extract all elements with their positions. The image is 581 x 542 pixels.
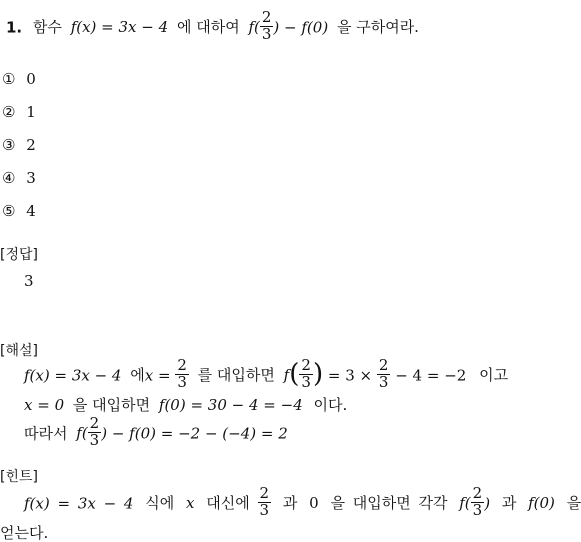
choice-mark: ④ [2, 169, 16, 187]
question-expr-pre: f( [248, 18, 260, 37]
question-suffix: 을 구하여라. [336, 18, 419, 37]
explanation-line-3: 따라서 f( $\frac{2}{3}$ ) − f(0) = −2 − (−4) = 2 [24, 414, 288, 449]
hint-line-2: 얻는다. [0, 524, 49, 542]
choice-value: 4 [26, 202, 36, 220]
choice-value: 1 [26, 103, 36, 121]
hint-heading: [힌트] [0, 469, 38, 485]
question-number: 1. [6, 18, 23, 37]
choice-value: 0 [26, 70, 36, 88]
question-line [6, 8, 419, 45]
choice-1[interactable] [2, 72, 36, 87]
question-fraction: $\frac{2}{3}$ [261, 8, 272, 43]
explanation-line-1: f(x) = 3x − 4 에x = $\frac{2}{3}$ 를 대입하면 f( $\frac{2}{3}$ ) = 3 × $\frac{2}{3}$ − 4 = −2 이고 [24, 356, 509, 391]
choice-4[interactable] [2, 171, 36, 186]
choice-5[interactable] [2, 204, 36, 219]
choice-mark: ② [2, 103, 16, 121]
choice-3[interactable] [2, 138, 36, 153]
question-middle: 에 대하여 [176, 18, 240, 37]
hint-line-1: f(x) = 3x − 4 식에 x 대신에 $\frac{2}{3}$ 과 0 을 대입하면 각각 f( $\frac{2}{3}$ ) 과 f(0) 을 [24, 484, 581, 519]
answer-value: 3 [24, 272, 34, 290]
choice-2[interactable] [2, 105, 36, 120]
choice-value: 3 [26, 169, 36, 187]
explanation-line-2: x = 0 을 대입하면 f(0) = 30 − 4 = −4 이다. [24, 396, 348, 414]
explanation-heading: [해설] [0, 343, 38, 359]
answer-heading: [정답] [0, 247, 38, 263]
question-function: f(x) = 3x − 4 [70, 18, 169, 37]
choice-value: 2 [26, 136, 36, 154]
choice-mark: ③ [2, 136, 16, 154]
question-expr-post: ) − f(0) [273, 18, 329, 37]
choice-mark: ⑤ [2, 202, 16, 220]
question-prefix: 함수 [32, 18, 62, 37]
choice-mark: ① [2, 70, 16, 88]
